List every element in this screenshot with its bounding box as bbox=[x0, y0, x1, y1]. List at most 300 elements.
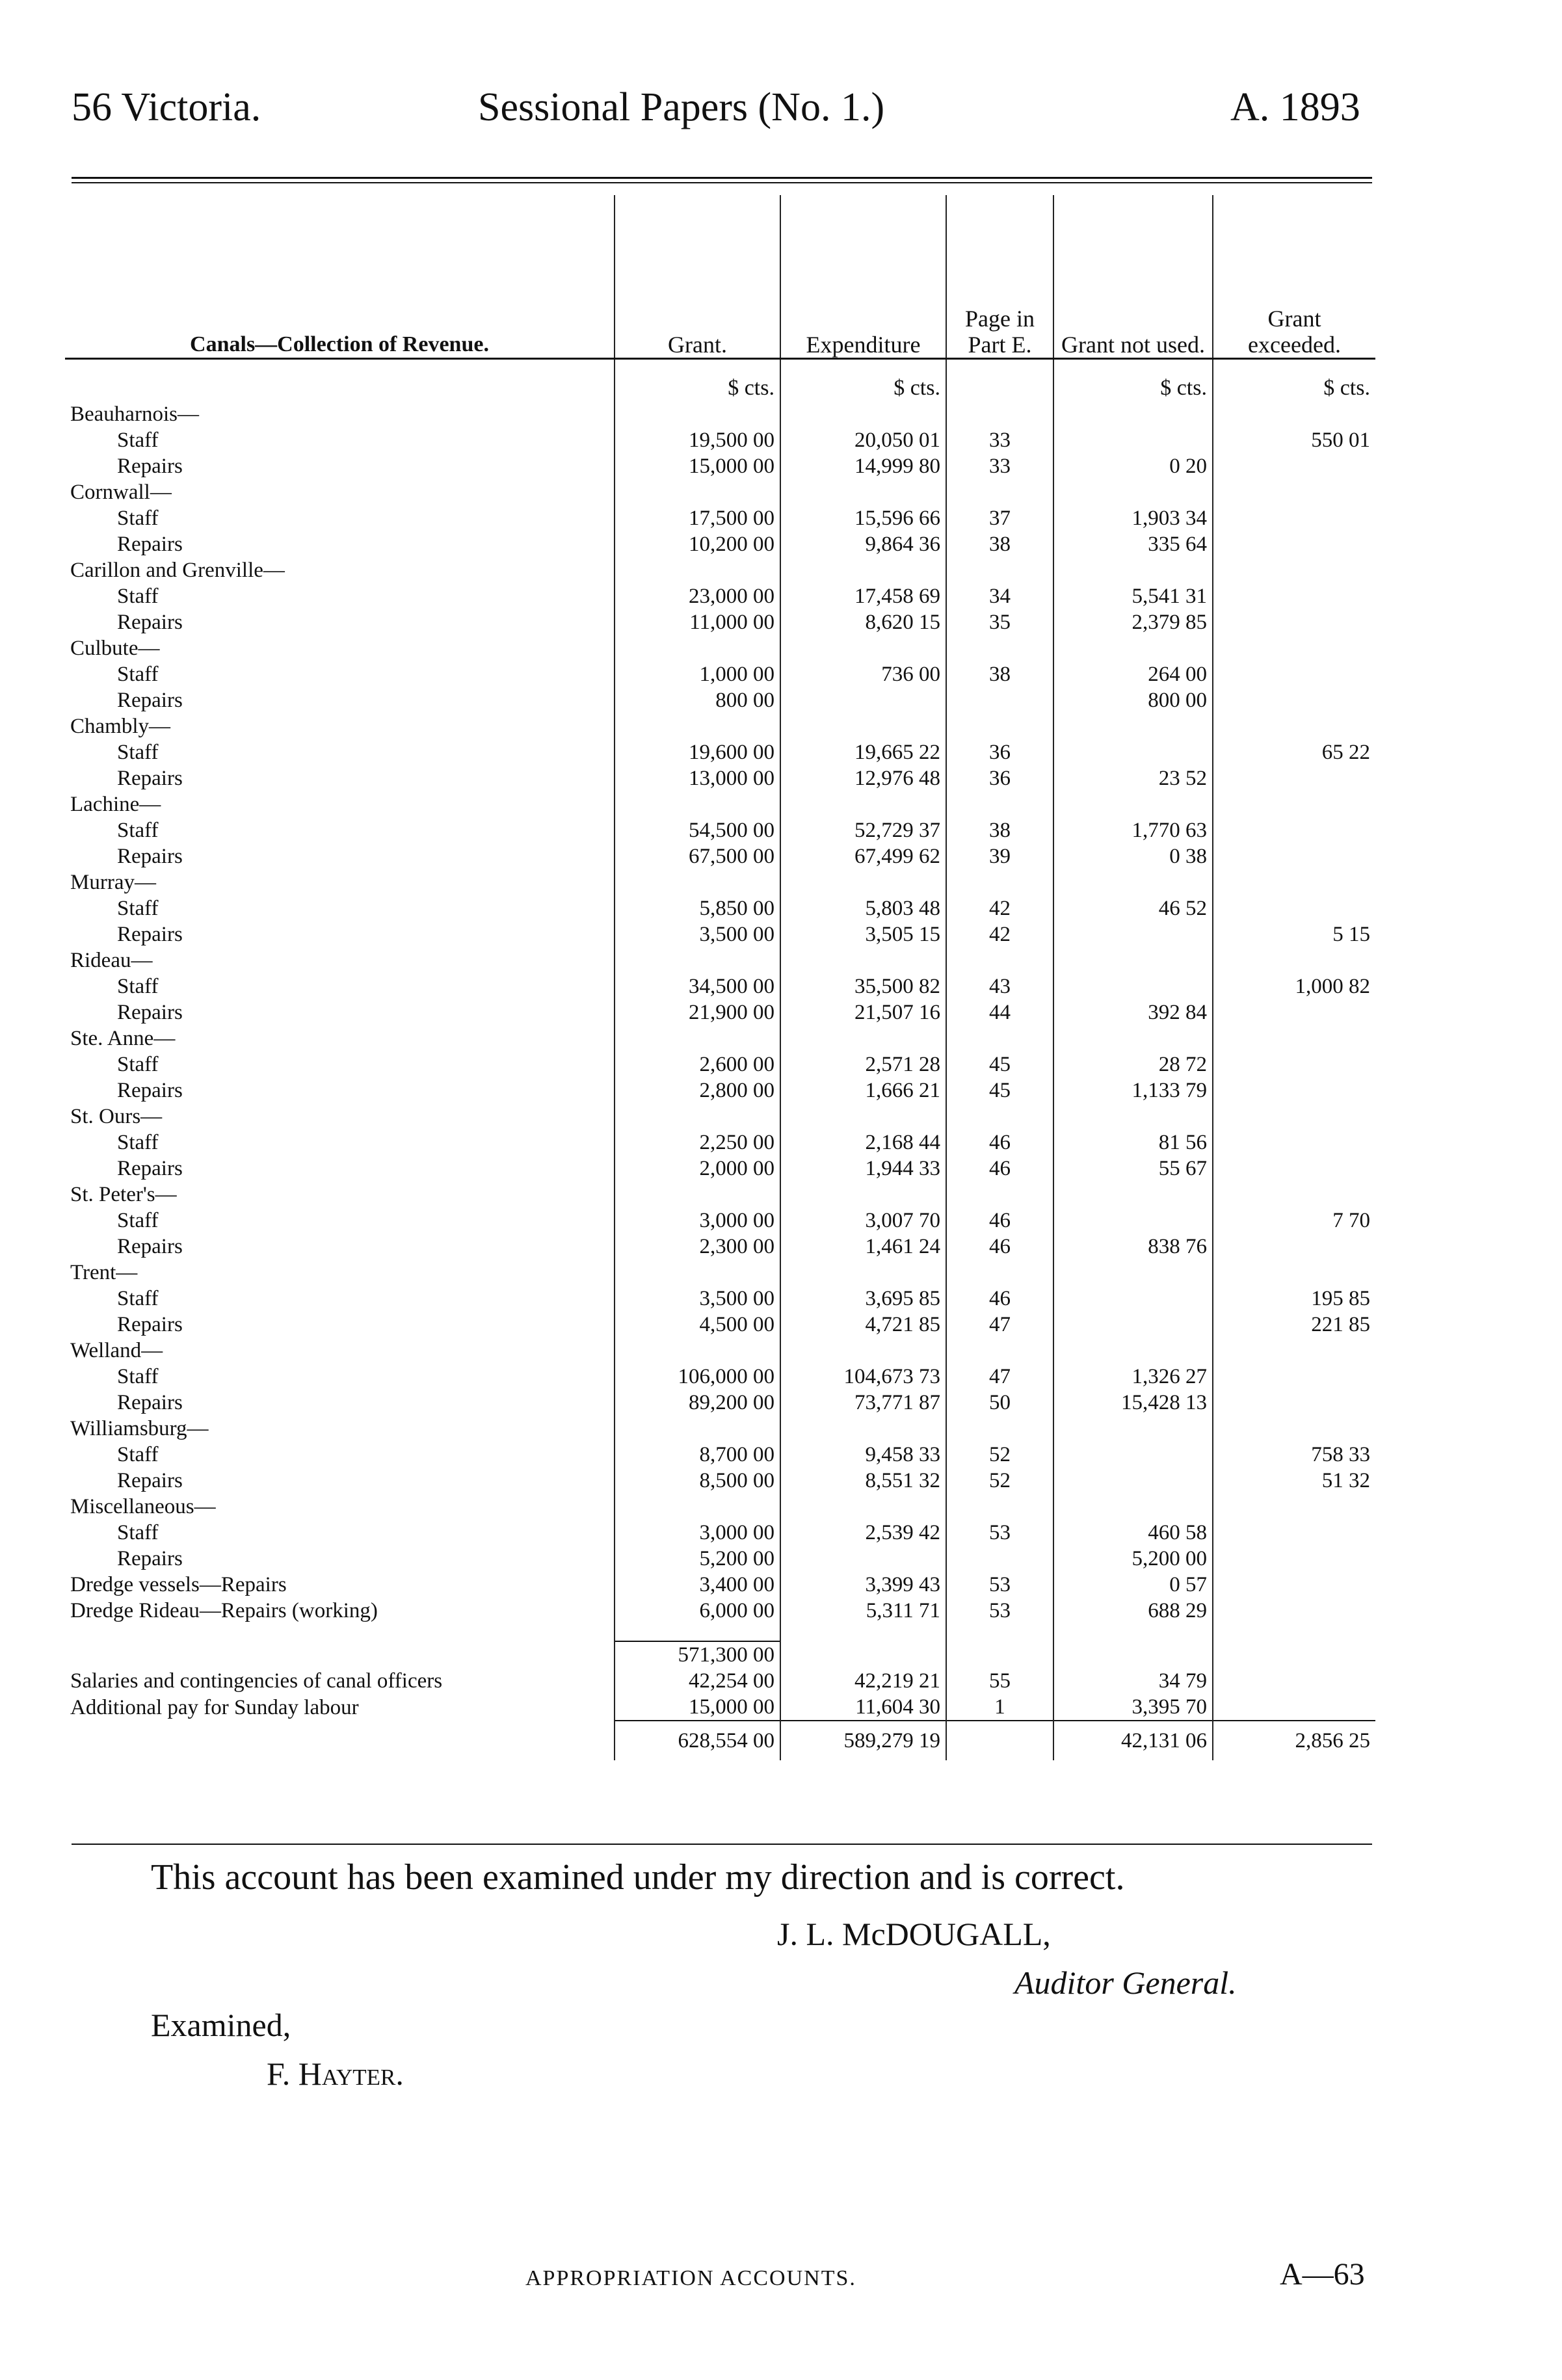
row-label: Welland— bbox=[70, 1339, 163, 1362]
table-row bbox=[65, 973, 1375, 999]
grant-value: 2,000 00 bbox=[615, 1156, 780, 1182]
expenditure-value: 736 00 bbox=[780, 661, 946, 687]
header-session: 56 Victoria. bbox=[72, 85, 261, 129]
exceeded-value: 221 85 bbox=[1213, 1312, 1375, 1338]
row-label: Salaries and contingencies of canal officers bbox=[70, 1669, 443, 1693]
page-ref: 45 bbox=[946, 1078, 1053, 1104]
expenditure-value: 67,499 62 bbox=[780, 843, 946, 869]
table-row bbox=[65, 1130, 1375, 1156]
not-used-value: 2,379 85 bbox=[1053, 609, 1213, 635]
row-label: Repairs bbox=[117, 611, 183, 634]
canal-group-heading bbox=[65, 635, 1375, 661]
row-label: Miscellaneous— bbox=[70, 1495, 216, 1518]
row-label: Repairs bbox=[117, 1313, 183, 1336]
page-ref: 53 bbox=[946, 1598, 1053, 1624]
row-label: Repairs bbox=[117, 533, 183, 556]
grant-value: 10,200 00 bbox=[615, 531, 780, 557]
page-ref: 53 bbox=[946, 1572, 1053, 1598]
table-row bbox=[65, 505, 1375, 531]
page-ref: 39 bbox=[946, 843, 1053, 869]
exceeded-value bbox=[1213, 817, 1375, 843]
not-used-value: 460 58 bbox=[1053, 1520, 1213, 1546]
unit-grant: $ cts. bbox=[615, 359, 780, 402]
expenditure-value bbox=[780, 1546, 946, 1572]
expenditure-value: 15,596 66 bbox=[780, 505, 946, 531]
not-used-value: 0 20 bbox=[1053, 453, 1213, 479]
expenditure-value: 8,551 32 bbox=[780, 1468, 946, 1494]
row-label: Staff bbox=[117, 1053, 159, 1076]
page-ref: 36 bbox=[946, 765, 1053, 791]
not-used-value bbox=[1053, 1468, 1213, 1494]
row-label: Ste. Anne— bbox=[70, 1027, 176, 1050]
expenditure-value: 5,803 48 bbox=[780, 895, 946, 921]
row-label: Rideau— bbox=[70, 949, 153, 972]
not-used-value: 0 57 bbox=[1053, 1572, 1213, 1598]
exceeded-value bbox=[1213, 453, 1375, 479]
row-label: Repairs bbox=[117, 1547, 183, 1570]
grand-total-row bbox=[65, 1721, 1375, 1760]
grant-value: 4,500 00 bbox=[615, 1312, 780, 1338]
canal-group-heading bbox=[65, 713, 1375, 739]
expenditure-value: 5,311 71 bbox=[780, 1598, 946, 1624]
table-row bbox=[65, 1156, 1375, 1182]
exceeded-value bbox=[1213, 1051, 1375, 1078]
table-row bbox=[65, 1442, 1375, 1468]
not-used-value: 1,903 34 bbox=[1053, 505, 1213, 531]
not-used-value bbox=[1053, 1286, 1213, 1312]
row-label: Repairs bbox=[117, 1235, 183, 1258]
expenditure-value: 17,458 69 bbox=[780, 583, 946, 609]
exceeded-value bbox=[1213, 1234, 1375, 1260]
grant-value: 3,500 00 bbox=[615, 921, 780, 947]
total-expenditure: 589,279 19 bbox=[780, 1721, 946, 1760]
subtotal-grant: 571,300 00 bbox=[615, 1641, 780, 1668]
table-header-row bbox=[65, 195, 1375, 359]
row-label: Repairs bbox=[117, 1079, 183, 1102]
table-row bbox=[65, 1234, 1375, 1260]
grant-value: 19,600 00 bbox=[615, 739, 780, 765]
exceeded-value bbox=[1213, 999, 1375, 1025]
page-ref: 36 bbox=[946, 739, 1053, 765]
table-row bbox=[65, 1286, 1375, 1312]
table-row bbox=[65, 765, 1375, 791]
exceeded-value bbox=[1213, 843, 1375, 869]
auditor-title: Auditor General. bbox=[1014, 1964, 1237, 2001]
page-ref: 52 bbox=[946, 1468, 1053, 1494]
canal-group-heading bbox=[65, 401, 1375, 427]
table-row bbox=[65, 661, 1375, 687]
grant-value: 67,500 00 bbox=[615, 843, 780, 869]
row-label: Beauharnois— bbox=[70, 403, 199, 426]
grant-value: 106,000 00 bbox=[615, 1364, 780, 1390]
grant-value: 17,500 00 bbox=[615, 505, 780, 531]
expenditure-value: 3,695 85 bbox=[780, 1286, 946, 1312]
table-row bbox=[65, 1364, 1375, 1390]
table-row bbox=[65, 1390, 1375, 1416]
exceeded-value bbox=[1213, 687, 1375, 713]
grant-value: 54,500 00 bbox=[615, 817, 780, 843]
table-row bbox=[65, 817, 1375, 843]
canal-group-heading bbox=[65, 869, 1375, 895]
row-label: Murray— bbox=[70, 871, 156, 894]
row-label: Culbute— bbox=[70, 637, 160, 660]
canal-group-heading bbox=[65, 1104, 1375, 1130]
expenditure-value: 2,539 42 bbox=[780, 1520, 946, 1546]
grant-value: 8,700 00 bbox=[615, 1442, 780, 1468]
not-used-value: 15,428 13 bbox=[1053, 1390, 1213, 1416]
expenditure-value: 12,976 48 bbox=[780, 765, 946, 791]
row-label: Dredge Rideau—Repairs (working) bbox=[70, 1599, 378, 1622]
exceeded-value bbox=[1213, 661, 1375, 687]
exceeded-value: 195 85 bbox=[1213, 1286, 1375, 1312]
table-bottom-rule bbox=[72, 1844, 1372, 1845]
exceeded-value: 550 01 bbox=[1213, 427, 1375, 453]
not-used-value: 800 00 bbox=[1053, 687, 1213, 713]
certification-statement: This account has been examined under my direction and is correct. bbox=[151, 1857, 1125, 1897]
table-row bbox=[65, 999, 1375, 1025]
not-used-value: 1,133 79 bbox=[1053, 1078, 1213, 1104]
page-ref: 53 bbox=[946, 1520, 1053, 1546]
row-label: St. Ours— bbox=[70, 1105, 163, 1128]
not-used-value: 23 52 bbox=[1053, 765, 1213, 791]
canal-group-heading bbox=[65, 1416, 1375, 1442]
exceeded-value bbox=[1213, 1520, 1375, 1546]
canal-group-heading bbox=[65, 1338, 1375, 1364]
expenditure-value: 9,458 33 bbox=[780, 1442, 946, 1468]
grant-value: 3,000 00 bbox=[615, 1208, 780, 1234]
grant-value: 23,000 00 bbox=[615, 583, 780, 609]
exceeded-value bbox=[1213, 1390, 1375, 1416]
canal-group-heading bbox=[65, 1025, 1375, 1051]
page-ref: 35 bbox=[946, 609, 1053, 635]
exceeded-value bbox=[1213, 1598, 1375, 1624]
grant-value: 15,000 00 bbox=[615, 1694, 780, 1721]
expenditure-value: 52,729 37 bbox=[780, 817, 946, 843]
footer-title: APPROPRIATION ACCOUNTS. bbox=[525, 2266, 856, 2290]
row-label: Staff bbox=[117, 819, 159, 842]
page-ref bbox=[946, 1546, 1053, 1572]
exceeded-value bbox=[1213, 895, 1375, 921]
table-row bbox=[65, 427, 1375, 453]
not-used-value: 1,326 27 bbox=[1053, 1364, 1213, 1390]
unit-expenditure: $ cts. bbox=[780, 359, 946, 402]
header-title: Sessional Papers (No. 1.) bbox=[478, 85, 885, 129]
expenditure-value: 19,665 22 bbox=[780, 739, 946, 765]
exceeded-value bbox=[1213, 1572, 1375, 1598]
table-row bbox=[65, 843, 1375, 869]
row-label: Williamsburg— bbox=[70, 1417, 209, 1440]
not-used-value bbox=[1053, 739, 1213, 765]
table-row bbox=[65, 1312, 1375, 1338]
grant-value: 21,900 00 bbox=[615, 999, 780, 1025]
grant-value: 8,500 00 bbox=[615, 1468, 780, 1494]
row-label: Repairs bbox=[117, 455, 183, 478]
table-row bbox=[65, 1078, 1375, 1104]
row-label: Staff bbox=[117, 1131, 159, 1154]
canal-group-heading bbox=[65, 947, 1375, 973]
not-used-value bbox=[1053, 427, 1213, 453]
exceeded-value: 5 15 bbox=[1213, 921, 1375, 947]
exceeded-value bbox=[1213, 583, 1375, 609]
row-label: Repairs bbox=[117, 1001, 183, 1024]
grant-value: 2,300 00 bbox=[615, 1234, 780, 1260]
page-ref: 46 bbox=[946, 1130, 1053, 1156]
row-label: Staff bbox=[117, 507, 159, 530]
page-ref: 38 bbox=[946, 817, 1053, 843]
expenditure-value: 42,219 21 bbox=[780, 1668, 946, 1694]
row-label: Staff bbox=[117, 897, 159, 920]
exceeded-value bbox=[1213, 1694, 1375, 1721]
row-label: Staff bbox=[117, 1365, 159, 1388]
table-row bbox=[65, 609, 1375, 635]
expenditure-value: 1,944 33 bbox=[780, 1156, 946, 1182]
page-ref: 1 bbox=[946, 1694, 1053, 1721]
column-header-exceeded: Grant exceeded. bbox=[1213, 195, 1375, 359]
row-label: Staff bbox=[117, 741, 159, 764]
exceeded-value: 65 22 bbox=[1213, 739, 1375, 765]
row-label: Dredge vessels—Repairs bbox=[70, 1573, 287, 1596]
table-row bbox=[65, 1520, 1375, 1546]
exceeded-value bbox=[1213, 531, 1375, 557]
total-grant: 628,554 00 bbox=[615, 1721, 780, 1760]
grant-value: 3,000 00 bbox=[615, 1520, 780, 1546]
not-used-value: 28 72 bbox=[1053, 1051, 1213, 1078]
not-used-value: 34 79 bbox=[1053, 1668, 1213, 1694]
exceeded-value bbox=[1213, 765, 1375, 791]
exceeded-value: 1,000 82 bbox=[1213, 973, 1375, 999]
row-label: Repairs bbox=[117, 689, 183, 712]
exceeded-value bbox=[1213, 505, 1375, 531]
column-header-description: Canals—Collection of Revenue. bbox=[65, 195, 615, 359]
table-row bbox=[65, 1546, 1375, 1572]
row-label: Repairs bbox=[117, 1469, 183, 1492]
exceeded-value: 51 32 bbox=[1213, 1468, 1375, 1494]
row-label: Cornwall— bbox=[70, 481, 172, 504]
not-used-value: 5,541 31 bbox=[1053, 583, 1213, 609]
page-ref: 52 bbox=[946, 1442, 1053, 1468]
exceeded-value: 758 33 bbox=[1213, 1442, 1375, 1468]
expenditure-value: 3,007 70 bbox=[780, 1208, 946, 1234]
grant-value: 2,250 00 bbox=[615, 1130, 780, 1156]
row-label: Repairs bbox=[117, 923, 183, 946]
expenditure-value: 14,999 80 bbox=[780, 453, 946, 479]
table-row bbox=[65, 739, 1375, 765]
exceeded-value bbox=[1213, 609, 1375, 635]
page-ref: 47 bbox=[946, 1364, 1053, 1390]
row-label: Staff bbox=[117, 429, 159, 452]
expenditure-value: 21,507 16 bbox=[780, 999, 946, 1025]
table-row bbox=[65, 1668, 1375, 1694]
unit-exceeded: $ cts. bbox=[1213, 359, 1375, 402]
expenditure-value: 9,864 36 bbox=[780, 531, 946, 557]
not-used-value bbox=[1053, 1208, 1213, 1234]
row-label: Staff bbox=[117, 585, 159, 608]
expenditure-value: 11,604 30 bbox=[780, 1694, 946, 1721]
exceeded-value bbox=[1213, 1546, 1375, 1572]
row-label: Additional pay for Sunday labour bbox=[70, 1696, 359, 1719]
not-used-value: 838 76 bbox=[1053, 1234, 1213, 1260]
page-ref: 37 bbox=[946, 505, 1053, 531]
row-label: Staff bbox=[117, 1521, 159, 1544]
table-row bbox=[65, 453, 1375, 479]
page-ref: 55 bbox=[946, 1668, 1053, 1694]
page-ref: 38 bbox=[946, 661, 1053, 687]
table-row bbox=[65, 1208, 1375, 1234]
canal-group-heading bbox=[65, 479, 1375, 505]
column-header-page: Page in Part E. bbox=[946, 195, 1053, 359]
grant-value: 34,500 00 bbox=[615, 973, 780, 999]
total-exceeded: 2,856 25 bbox=[1213, 1721, 1375, 1760]
grant-value: 5,850 00 bbox=[615, 895, 780, 921]
row-label: Repairs bbox=[117, 1157, 183, 1180]
grant-value: 3,400 00 bbox=[615, 1572, 780, 1598]
page-ref: 34 bbox=[946, 583, 1053, 609]
grant-value: 1,000 00 bbox=[615, 661, 780, 687]
page-ref: 46 bbox=[946, 1208, 1053, 1234]
expenditure-value: 3,505 15 bbox=[780, 921, 946, 947]
not-used-value: 1,770 63 bbox=[1053, 817, 1213, 843]
appropriation-table bbox=[65, 195, 1375, 1760]
exceeded-value bbox=[1213, 1364, 1375, 1390]
total-not-used: 42,131 06 bbox=[1053, 1721, 1213, 1760]
page-ref: 43 bbox=[946, 973, 1053, 999]
row-label: Repairs bbox=[117, 767, 183, 790]
table-row bbox=[65, 1598, 1375, 1624]
canal-group-heading bbox=[65, 1260, 1375, 1286]
grant-value: 15,000 00 bbox=[615, 453, 780, 479]
expenditure-value: 20,050 01 bbox=[780, 427, 946, 453]
not-used-value bbox=[1053, 921, 1213, 947]
row-label: Carillon and Grenville— bbox=[70, 559, 285, 582]
grant-value: 2,600 00 bbox=[615, 1051, 780, 1078]
page-ref: 45 bbox=[946, 1051, 1053, 1078]
exceeded-value: 7 70 bbox=[1213, 1208, 1375, 1234]
column-header-expenditure: Expenditure bbox=[780, 195, 946, 359]
page-ref: 46 bbox=[946, 1286, 1053, 1312]
page-ref: 33 bbox=[946, 453, 1053, 479]
row-label: Staff bbox=[117, 663, 159, 686]
not-used-value: 81 56 bbox=[1053, 1130, 1213, 1156]
row-label: Staff bbox=[117, 1287, 159, 1310]
exceeded-value bbox=[1213, 1668, 1375, 1694]
grant-value: 6,000 00 bbox=[615, 1598, 780, 1624]
not-used-value: 3,395 70 bbox=[1053, 1694, 1213, 1721]
column-header-grant: Grant. bbox=[615, 195, 780, 359]
header-rule-thick bbox=[72, 177, 1372, 179]
exceeded-value bbox=[1213, 1078, 1375, 1104]
not-used-value: 688 29 bbox=[1053, 1598, 1213, 1624]
row-label: Repairs bbox=[117, 1391, 183, 1414]
table-row bbox=[65, 1694, 1375, 1721]
page-ref: 44 bbox=[946, 999, 1053, 1025]
page-ref: 46 bbox=[946, 1234, 1053, 1260]
page-ref: 33 bbox=[946, 427, 1053, 453]
grant-value: 2,800 00 bbox=[615, 1078, 780, 1104]
not-used-value: 5,200 00 bbox=[1053, 1546, 1213, 1572]
page-number: A—63 bbox=[1280, 2257, 1365, 2292]
page-ref: 42 bbox=[946, 895, 1053, 921]
not-used-value: 55 67 bbox=[1053, 1156, 1213, 1182]
not-used-value: 0 38 bbox=[1053, 843, 1213, 869]
not-used-value: 46 52 bbox=[1053, 895, 1213, 921]
table-body bbox=[65, 359, 1375, 1761]
expenditure-value: 3,399 43 bbox=[780, 1572, 946, 1598]
examined-label: Examined, bbox=[151, 2007, 291, 2043]
table-row bbox=[65, 531, 1375, 557]
page-ref: 47 bbox=[946, 1312, 1053, 1338]
grant-value: 13,000 00 bbox=[615, 765, 780, 791]
page-header bbox=[72, 85, 1372, 137]
page-ref: 42 bbox=[946, 921, 1053, 947]
canal-group-heading bbox=[65, 1494, 1375, 1520]
expenditure-value: 2,168 44 bbox=[780, 1130, 946, 1156]
not-used-value bbox=[1053, 1442, 1213, 1468]
expenditure-value: 1,461 24 bbox=[780, 1234, 946, 1260]
row-label: Staff bbox=[117, 975, 159, 998]
not-used-value: 392 84 bbox=[1053, 999, 1213, 1025]
auditor-signature: J. L. McDOUGALL, bbox=[777, 1916, 1051, 1952]
expenditure-value: 2,571 28 bbox=[780, 1051, 946, 1078]
grant-value: 3,500 00 bbox=[615, 1286, 780, 1312]
page-ref: 38 bbox=[946, 531, 1053, 557]
exceeded-value bbox=[1213, 1156, 1375, 1182]
row-label: Trent— bbox=[70, 1261, 138, 1284]
column-header-not-used: Grant not used. bbox=[1053, 195, 1213, 359]
grant-value: 11,000 00 bbox=[615, 609, 780, 635]
expenditure-value: 35,500 82 bbox=[780, 973, 946, 999]
expenditure-value: 104,673 73 bbox=[780, 1364, 946, 1390]
row-label: Lachine— bbox=[70, 793, 161, 816]
table-row bbox=[65, 1051, 1375, 1078]
grant-value: 89,200 00 bbox=[615, 1390, 780, 1416]
row-label: Staff bbox=[117, 1443, 159, 1466]
row-label: Chambly— bbox=[70, 715, 170, 738]
examiner-name: F. Hayter. bbox=[267, 2056, 404, 2092]
canal-group-heading bbox=[65, 1182, 1375, 1208]
page-ref: 46 bbox=[946, 1156, 1053, 1182]
page-ref: 50 bbox=[946, 1390, 1053, 1416]
header-year: A. 1893 bbox=[1230, 85, 1360, 129]
expenditure-value: 73,771 87 bbox=[780, 1390, 946, 1416]
not-used-value: 264 00 bbox=[1053, 661, 1213, 687]
not-used-value bbox=[1053, 1312, 1213, 1338]
page-ref bbox=[946, 687, 1053, 713]
table-row bbox=[65, 895, 1375, 921]
expenditure-value: 4,721 85 bbox=[780, 1312, 946, 1338]
expenditure-value: 8,620 15 bbox=[780, 609, 946, 635]
table-row bbox=[65, 1468, 1375, 1494]
expenditure-value bbox=[780, 687, 946, 713]
subtotal-row bbox=[65, 1641, 1375, 1668]
table-row bbox=[65, 1572, 1375, 1598]
not-used-value bbox=[1053, 973, 1213, 999]
row-label: St. Peter's— bbox=[70, 1183, 177, 1206]
table-row bbox=[65, 921, 1375, 947]
canal-group-heading bbox=[65, 557, 1375, 583]
unit-not-used: $ cts. bbox=[1053, 359, 1213, 402]
row-label: Staff bbox=[117, 1209, 159, 1232]
row-label: Repairs bbox=[117, 845, 183, 868]
grant-value: 5,200 00 bbox=[615, 1546, 780, 1572]
expenditure-value: 1,666 21 bbox=[780, 1078, 946, 1104]
canal-group-heading bbox=[65, 791, 1375, 817]
table-row bbox=[65, 583, 1375, 609]
units-row bbox=[65, 359, 1375, 402]
grant-value: 800 00 bbox=[615, 687, 780, 713]
table-row bbox=[65, 687, 1375, 713]
grant-value: 42,254 00 bbox=[615, 1668, 780, 1694]
header-rule-thin bbox=[72, 182, 1372, 183]
